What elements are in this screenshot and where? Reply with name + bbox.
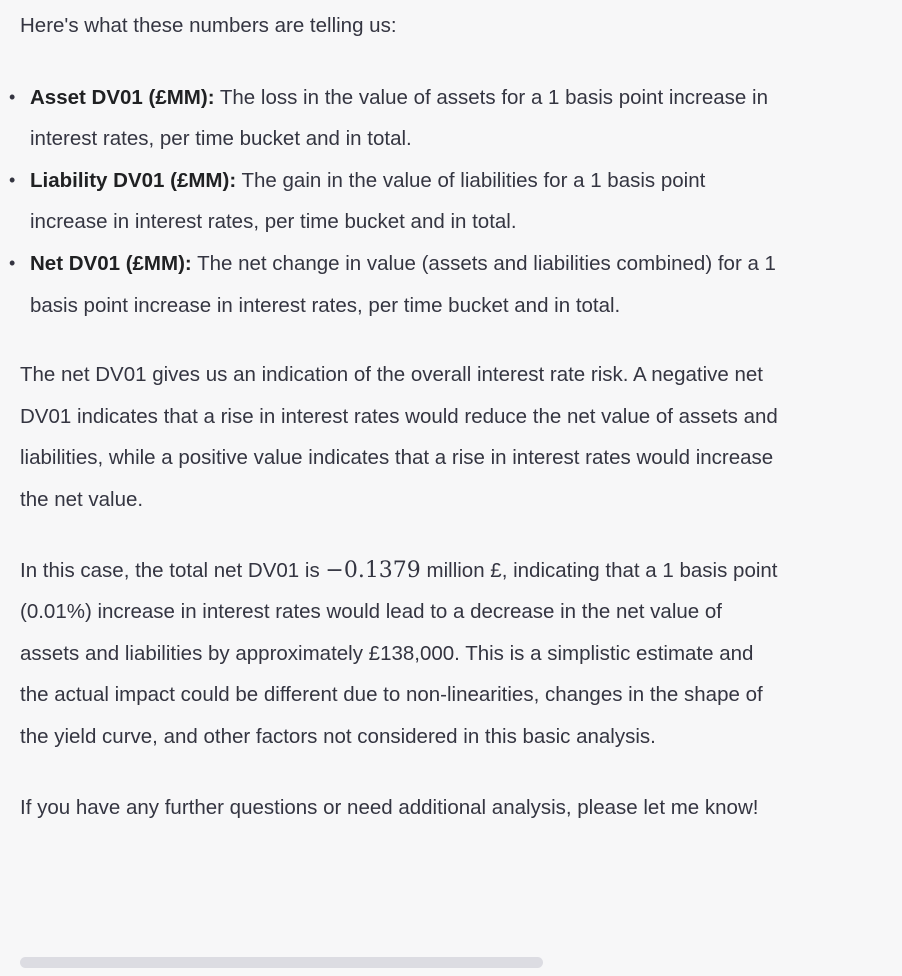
definition-asset-dv01: The loss in the value of assets for a 1 basis point increase in interest rates, per time bucket and in total. [30, 85, 768, 151]
list-item-asset-dv01 [9, 77, 780, 160]
closing-paragraph: If you have any further questions or need additional analysis, please let me know! [20, 795, 759, 819]
bullet-icon: • [9, 252, 16, 273]
list-item-net-dv01 [9, 243, 780, 326]
assistant-message [9, 5, 780, 828]
definition-net-dv01: The net change in value (assets and liabilities combined) for a 1 basis point increase in interest rates, per time bucket and in total. [30, 251, 776, 317]
term-liability-dv01: Liability DV01 (£MM): [30, 168, 237, 192]
bullet-icon: • [9, 169, 16, 190]
net-dv01-math-value: −0.1379 [325, 557, 421, 583]
term-asset-dv01: Asset DV01 (£MM): [30, 85, 215, 109]
intro-text: Here's what these numbers are telling us: [20, 14, 397, 37]
metric-definitions-list [9, 77, 780, 327]
bullet-icon: • [9, 86, 16, 107]
list-item-liability-dv01 [9, 160, 780, 243]
total-net-dv01-paragraph [20, 550, 780, 758]
horizontal-scrollbar[interactable] [20, 957, 543, 968]
paragraph-text-before: In this case, the total net DV01 is [20, 558, 326, 582]
term-net-dv01: Net DV01 (£MM): [30, 251, 192, 275]
explanation-paragraph: The net DV01 gives us an indication of the overall interest rate risk. A negative net DV01 indicates that a rise in interest rates would reduce the net value of assets and liabilities, while a positive value indicates that a rise in interest rates would increase the net value. [20, 363, 778, 511]
paragraph-text-after: million £, indicating that a 1 basis point (0.01%) increase in interest rates would lead to a decrease in the net value of assets and liabilities by approximately £138,000. This is a simplistic estimate and the actual impact could be different due to non-linearities, changes in the shape of the yield curve, and other factors not considered in this basic analysis. [20, 558, 778, 748]
definition-liability-dv01: The gain in the value of liabilities for a 1 basis point increase in interest rates, per time bucket and in total. [30, 168, 706, 234]
